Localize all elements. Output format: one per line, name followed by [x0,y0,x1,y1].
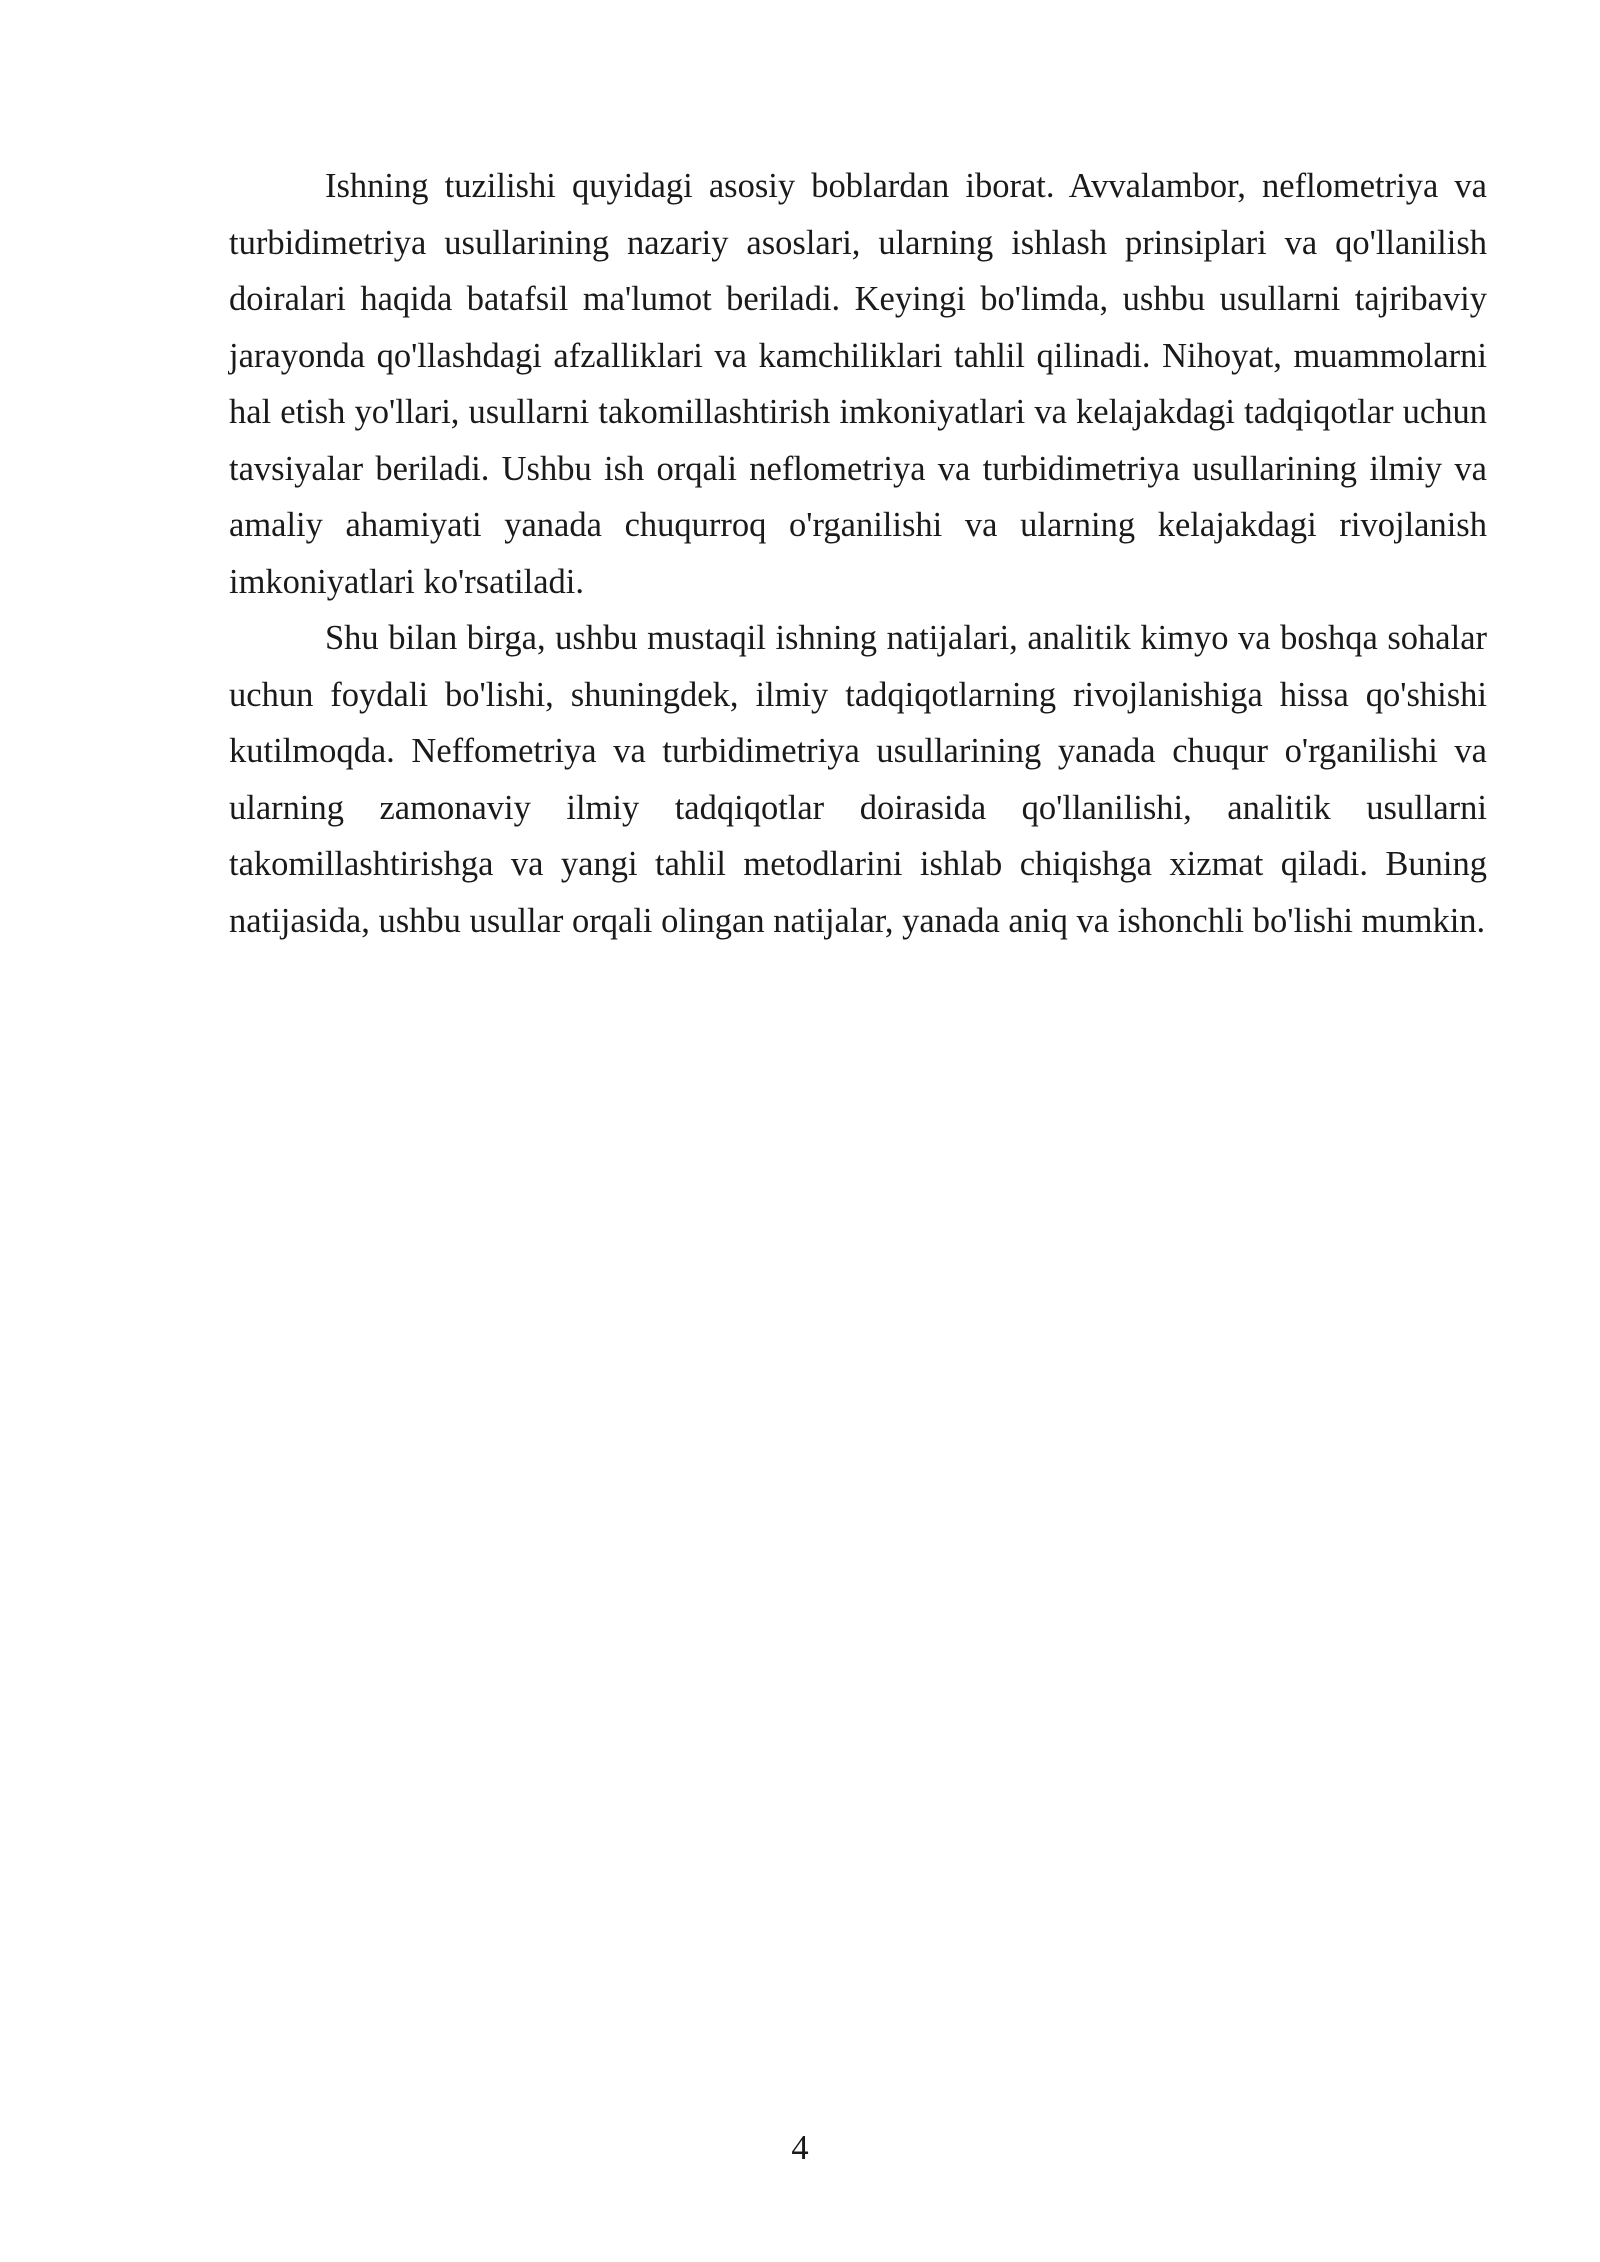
page-number: 4 [791,2129,809,2167]
paragraph-expected-results: Shu bilan birga, ushbu mustaqil ishning natijalari, analitik kimyo va boshqa sohalar uchun foydali bo'lishi, shuningdek, ilmiy tadqiqotlarning rivojlanishiga hissa qo'shishi kutilmoqda. Neffometriya va turbidimetriya usullarining yanada chuqur o'rganilishi va ularning zamonaviy ilmiy tadqiqotlar doirasida qo'llanilishi, analitik usullarni takomillashtirishga va yangi tahlil metodlarini ishlab chiqishga xizmat qiladi. Buning natijasida, ushbu usullar orqali olingan natijalar, yanada aniq va ishonchli bo'lishi mumkin. [229,619,1487,940]
paragraph-structure: Ishning tuzilishi quyidagi asosiy boblardan iborat. Avvalambor, neflometriya va turbidimetriya usullarining nazariy asoslari, ularning ishlash prinsiplari va qo'llanilish doiralari haqida batafsil ma'lumot beriladi. Keyingi bo'limda, ushbu usullarni tajribaviy jarayonda qo'llashdagi afzalliklari va kamchiliklari tahlil qilinadi. Nihoyat, muammolarni hal etish yo'llari, usullarni takomillashtirish imkoniyatlari va kelajakdagi tadqiqotlar uchun tavsiyalar beriladi. Ushbu ish orqali neflometriya va turbidimetriya usullarining ilmiy va amaliy ahamiyati yanada chuqurroq o'rganilishi va ularning kelajakdagi rivojlanish imkoniyatlari ko'rsatiladi. [229,167,1487,601]
body-text [229,158,1487,949]
